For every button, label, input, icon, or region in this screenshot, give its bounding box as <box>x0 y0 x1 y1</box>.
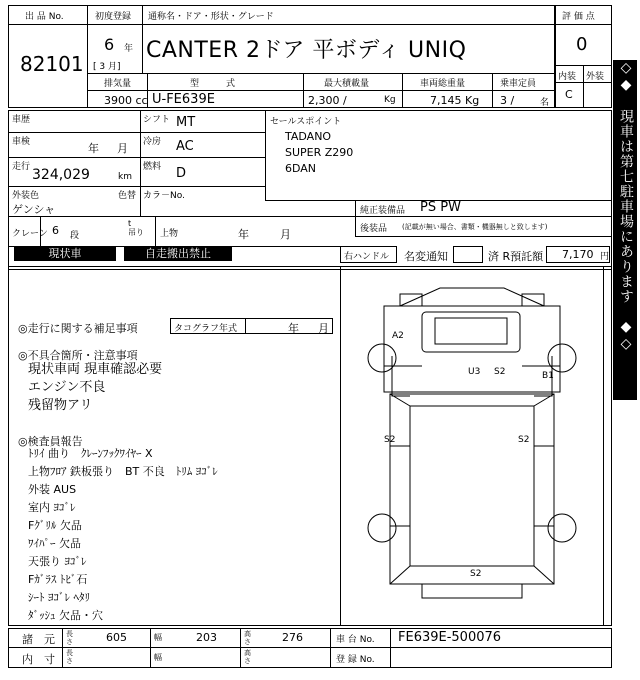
crane-ton-label: t 吊り <box>128 219 144 237</box>
cab-outline <box>384 306 560 392</box>
cab-roof <box>435 318 507 344</box>
shift-label: シフト <box>143 115 171 125</box>
color-label: 外装色 <box>12 191 40 201</box>
capacity-unit: 名 <box>540 98 550 108</box>
color-no-label: カラ－No. <box>143 191 185 201</box>
inner-label: 内 寸 <box>22 653 55 666</box>
chassis-value: FE639E-500076 <box>398 630 502 645</box>
inspection-month: 月 <box>117 142 128 155</box>
sales-point-2: SUPER Z290 <box>285 146 354 159</box>
door-left <box>392 356 410 396</box>
fuel-value: D <box>176 166 187 181</box>
max-load-value: 2,300 / <box>308 94 347 107</box>
self-drive-prohibited-badge: 自走搬出禁止 <box>124 246 232 261</box>
max-load-label: 最大積載量 <box>324 79 370 89</box>
reg-label: 登 録 No. <box>336 655 375 665</box>
bed-floor <box>410 406 534 566</box>
footer-table <box>8 628 612 668</box>
lot-label: 出 品 No. <box>25 12 64 22</box>
sales-point-label: セールスポイント <box>270 117 342 127</box>
tachograph-year: 年 <box>288 322 299 335</box>
crane-month-label: 月 <box>280 228 291 241</box>
inner-length-label: 長さ <box>66 649 73 665</box>
tachograph-label: タコグラフ年式 <box>174 324 238 334</box>
grade-value: 0 <box>576 34 588 55</box>
inspector-item: ﾄﾘｲ 曲り ｸﾚｰﾝﾌｯｸﾜｲﾔｰ X <box>28 447 153 460</box>
model-desc-label: 通称名・ドア・形状・グレード <box>148 12 274 22</box>
width-value: 203 <box>196 631 217 644</box>
mileage-unit: km <box>118 172 132 182</box>
model-code-value: U-FE639E <box>152 92 215 107</box>
inspector-item: 外装 AUS <box>28 483 77 496</box>
inspector-item: ｼｰﾄ ﾖｺﾞﾚ ﾍﾀﾘ <box>28 591 90 604</box>
crane-lift-label: 上物 <box>160 229 179 239</box>
model-code-label: 型 式 <box>190 79 236 89</box>
inspector-item: 天張り ﾖｺﾞﾚ <box>28 555 87 568</box>
damage-mark: S2 <box>384 435 396 445</box>
gross-weight-label: 車両総重量 <box>420 79 466 89</box>
damage-mark: S2 <box>470 569 482 579</box>
inspector-item: 上物ﾌﾛｱ 鉄板張り BT 不良 ﾄﾘﾑ ﾖｺﾞﾚ <box>28 465 218 478</box>
crane-label: クレーン <box>12 229 48 239</box>
inspector-item: 室内 ﾖｺﾞﾚ <box>28 501 76 514</box>
width-label: 幅 <box>154 633 162 642</box>
specs-label: 諸 元 <box>22 633 55 646</box>
equipment-label: 純正装備品 <box>360 206 406 216</box>
grade-label: 評 価 点 <box>562 12 595 22</box>
defects-list <box>28 361 162 415</box>
first-reg-label: 初度登録 <box>95 12 132 22</box>
right-hand-label: 右ハンドル <box>344 252 390 262</box>
height-label: 高さ <box>244 630 251 646</box>
history-label: 車歴 <box>12 115 31 125</box>
fuel-label: 燃料 <box>143 162 162 172</box>
defect-item: エンジン不良 <box>28 380 106 395</box>
supplement-heading: ◎走行に関する補足事項 <box>18 322 138 335</box>
first-reg-year-unit: 年 <box>124 44 134 54</box>
inspection-year: 年 <box>88 142 99 155</box>
aftermarket-label: 後装品 <box>360 224 388 234</box>
crane-year-label: 年 <box>238 228 249 241</box>
length-value: 605 <box>106 631 127 644</box>
interior-value: C <box>565 88 573 101</box>
mileage-value: 324,029 <box>32 167 90 183</box>
lot-number: 82101 <box>20 52 84 76</box>
inner-height-label: 高さ <box>244 649 251 665</box>
inspector-heading: ◎検査員報告 <box>18 435 83 448</box>
interior-label: 内装 <box>558 72 577 82</box>
color-value: ゲンシャ <box>12 203 56 216</box>
defects-heading: ◎不具合箇所・注意事項 <box>18 349 138 362</box>
bed-outline <box>390 394 554 584</box>
displacement-value: 3900 cc <box>104 94 148 107</box>
tailgate <box>422 584 522 598</box>
defect-item: 現状車両 現車確認必要 <box>28 362 163 377</box>
ac-value: AC <box>176 139 194 154</box>
ac-label: 冷房 <box>143 137 162 147</box>
first-reg-year: 6 <box>104 35 115 54</box>
recycle-unit: 円 <box>600 252 610 262</box>
damage-mark: S2 <box>518 435 530 445</box>
damage-mark: U3 <box>468 367 481 377</box>
height-value: 276 <box>282 631 303 644</box>
title-change-box <box>453 246 483 263</box>
inspector-item: ﾀﾞｯｼｭ 欠品・穴 <box>28 609 103 622</box>
equipment-value: PS PW <box>420 200 461 215</box>
displacement-label: 排気量 <box>104 79 132 89</box>
max-load-unit: Kg <box>384 95 396 105</box>
wheel-rr <box>548 514 576 542</box>
sales-point-3: 6DAN <box>285 162 317 175</box>
defect-item: 残留物アリ <box>28 398 93 413</box>
capacity-label: 乗車定員 <box>500 79 537 89</box>
inner-width-label: 幅 <box>154 653 162 662</box>
capacity-value: 3 / <box>500 94 515 107</box>
shift-value: MT <box>176 115 196 130</box>
color-code-label: 色替 <box>118 191 137 201</box>
current-state-badge: 現状車 <box>14 246 116 261</box>
sales-point-1: TADANO <box>285 130 332 143</box>
inspector-list <box>28 445 218 625</box>
mileage-label: 走行 <box>12 162 31 172</box>
damage-mark: A2 <box>392 331 404 341</box>
chassis-label: 車 台 No. <box>336 635 375 645</box>
length-label: 長さ <box>66 630 73 646</box>
inspector-item: ﾜｲﾊﾟｰ 欠品 <box>28 537 81 550</box>
wheel-rl <box>368 514 396 542</box>
inspection-label: 車検 <box>12 137 31 147</box>
exterior-label: 外装 <box>586 72 605 82</box>
model-name: CANTER 2ドア 平ボディ UNIQ <box>146 38 467 63</box>
truck-diagram <box>340 266 604 626</box>
location-banner <box>613 60 637 400</box>
aftermarket-note: (記載が無い場合、書類・機器無しと致します) <box>402 223 548 231</box>
title-change-label: 名変通知 <box>404 250 448 263</box>
inspector-item: Fｶﾞﾗｽ ﾄﾋﾞ石 <box>28 573 88 586</box>
location-banner-text: ◇◆ 現車は第七駐車場にあります ◆◇ <box>618 60 634 353</box>
crane-value: 6 <box>52 224 59 237</box>
recycle-value: 7,170 <box>562 248 594 261</box>
recycle-label: 済 R預託額 <box>488 250 544 263</box>
damage-mark: S2 <box>494 367 506 377</box>
inspector-item: Fｸﾞﾘﾙ 欠品 <box>28 519 82 532</box>
tachograph-month: 月 <box>318 322 329 335</box>
first-reg-month: [ 3 月] <box>93 62 121 72</box>
crane-unit: 段 <box>70 231 80 241</box>
gross-weight-value: 7,145 Kg <box>430 94 480 107</box>
damage-mark: B1 <box>542 371 554 381</box>
